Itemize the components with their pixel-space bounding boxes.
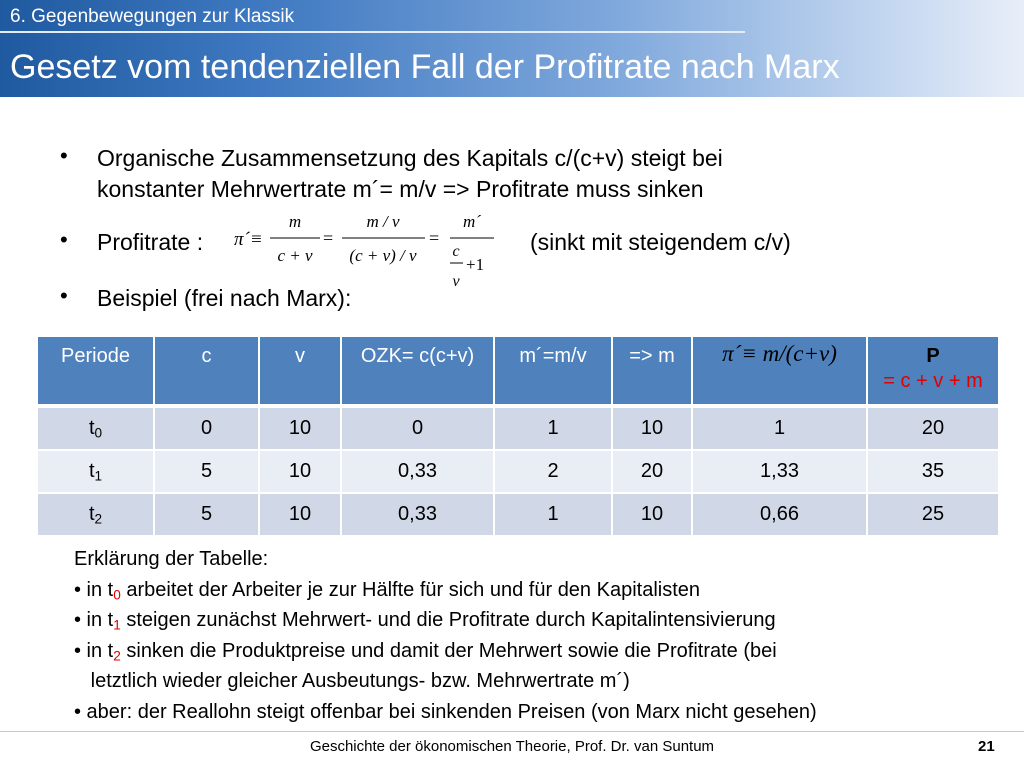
cell-periode: $t_0$ bbox=[37, 406, 154, 450]
profit-rate-note: (sinkt mit steigendem c/v) bbox=[530, 229, 791, 255]
marx-example-table bbox=[36, 335, 1000, 537]
equals-sign: = bbox=[429, 228, 440, 248]
fraction-1-denominator: c + v bbox=[277, 246, 313, 265]
bullet-dot: • bbox=[60, 227, 68, 252]
explanation-heading: Erklärung der Tabelle: bbox=[74, 548, 269, 570]
fraction-1-numerator: m bbox=[288, 212, 302, 231]
cell-v: 10 bbox=[259, 450, 341, 493]
col-header-ozk: OZK= c(c+v) bbox=[341, 336, 494, 406]
cell-v: 10 bbox=[259, 493, 341, 536]
header-divider bbox=[0, 31, 745, 33]
col-header-mrate: m´=m/v bbox=[494, 336, 612, 406]
cell-periode: $t_2$ bbox=[37, 493, 154, 536]
slide-title: Gesetz vom tendenziellen Fall der Profitrate nach Marx bbox=[10, 48, 840, 86]
equals-sign: = bbox=[323, 228, 334, 248]
fraction-2-denominator: (c + v) / v bbox=[349, 246, 417, 265]
cell-p: 20 bbox=[867, 406, 999, 450]
cell-p: 35 bbox=[867, 450, 999, 493]
slide-header bbox=[0, 0, 1024, 97]
table-explanation bbox=[74, 544, 817, 727]
cell-p: 25 bbox=[867, 493, 999, 536]
bullet-organic-composition bbox=[97, 143, 723, 205]
profit-rate-formula-text: π´≡ m/(c+v) bbox=[722, 341, 837, 366]
cell-m: 10 bbox=[612, 406, 692, 450]
cell-ozk: 0 bbox=[341, 406, 494, 450]
cell-mrate: 1 bbox=[494, 406, 612, 450]
explanation-line: letztlich wieder gleicher Ausbeutungs- bzw. Mehrwertrate m´) bbox=[74, 670, 630, 692]
bullet-dot: • bbox=[60, 283, 68, 308]
cell-ozk: 0,33 bbox=[341, 493, 494, 536]
cell-periode: $t_1$ bbox=[37, 450, 154, 493]
formula-lhs: π´≡ bbox=[234, 229, 263, 250]
cell-c: 5 bbox=[154, 450, 259, 493]
explanation-line: • aber: der Reallohn steigt offenbar bei sinkenden Preisen (von Marx nicht gesehen) bbox=[74, 700, 817, 723]
cell-profit-rate: 0,66 bbox=[692, 493, 867, 536]
bullet-text-line: konstanter Mehrwertrate m´= m/v => Profitrate muss sinken bbox=[97, 176, 704, 202]
cell-m: 10 bbox=[612, 493, 692, 536]
fraction-3-numerator: m´ bbox=[463, 212, 481, 231]
plus-one: +1 bbox=[466, 255, 485, 274]
inner-denominator: v bbox=[452, 273, 460, 290]
cell-mrate: 1 bbox=[494, 493, 612, 536]
table-row bbox=[37, 450, 999, 493]
footer-divider bbox=[0, 731, 1024, 732]
footer-text: Geschichte der ökonomischen Theorie, Prof. Dr. van Suntum bbox=[309, 738, 715, 755]
bullet-dot: • bbox=[60, 143, 68, 168]
cell-ozk: 0,33 bbox=[341, 450, 494, 493]
explanation-line: • in $t_0$ arbeitet der Arbeiter je zur Hälfte für sich und für den Kapitalisten bbox=[74, 578, 701, 602]
col-header-m: => m bbox=[612, 336, 692, 406]
inner-numerator: c bbox=[452, 243, 460, 260]
cell-v: 10 bbox=[259, 406, 341, 450]
col-header-p bbox=[867, 336, 999, 406]
col-header-periode: Periode bbox=[37, 336, 154, 406]
cell-profit-rate: 1,33 bbox=[692, 450, 867, 493]
table-header-row bbox=[37, 336, 999, 406]
p-formula: = c + v + m bbox=[883, 370, 983, 392]
cell-c: 0 bbox=[154, 406, 259, 450]
cell-profit-rate: 1 bbox=[692, 406, 867, 450]
bullet-text-line: Organische Zusammensetzung des Kapitals c/(c+v) steigt bei bbox=[97, 145, 723, 171]
col-header-profit-rate bbox=[692, 336, 867, 406]
page-number: 21 bbox=[978, 738, 995, 755]
profit-rate-formula bbox=[232, 208, 512, 293]
fraction-2-numerator: m / v bbox=[366, 212, 400, 231]
explanation-line: • in $t_2$ sinken die Produktpreise und damit der Mehrwert sowie die Profitrate (bei bbox=[74, 639, 777, 663]
p-label: P bbox=[926, 345, 940, 367]
bullet-profit-rate: Profitrate : bbox=[97, 229, 204, 255]
table-row bbox=[37, 493, 999, 536]
cell-m: 20 bbox=[612, 450, 692, 493]
bullet-example: Beispiel (frei nach Marx): bbox=[97, 285, 352, 311]
col-header-v: v bbox=[259, 336, 341, 406]
section-label: 6. Gegenbewegungen zur Klassik bbox=[10, 6, 295, 27]
cell-mrate: 2 bbox=[494, 450, 612, 493]
table-row bbox=[37, 406, 999, 450]
explanation-line: • in $t_1$ steigen zunächst Mehrwert- und die Profitrate durch Kapitalintensivierung bbox=[74, 609, 776, 633]
cell-c: 5 bbox=[154, 493, 259, 536]
col-header-c: c bbox=[154, 336, 259, 406]
